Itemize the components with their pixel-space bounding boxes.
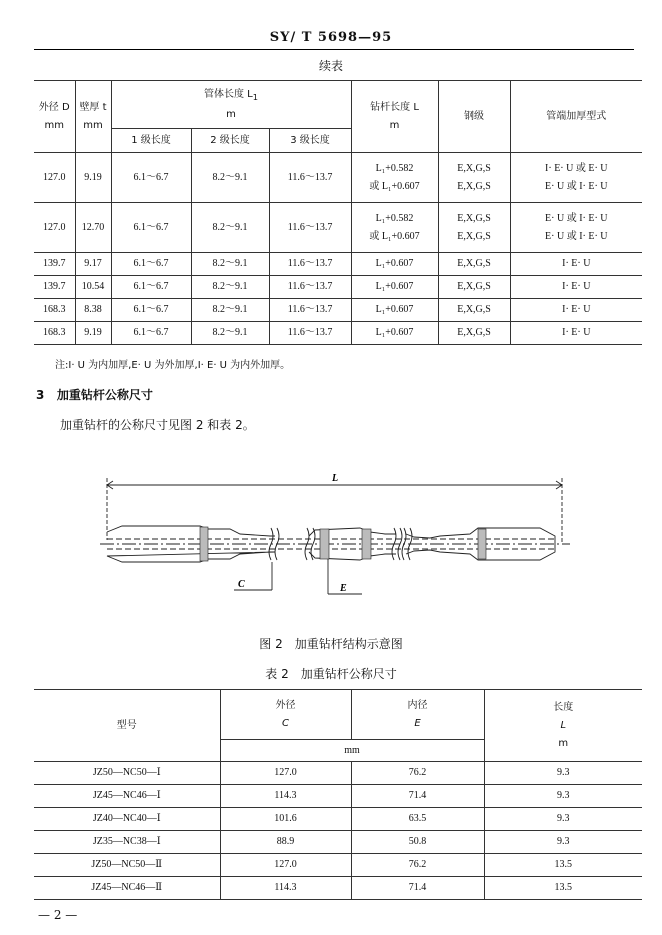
- table-row: JZ40—NC40—Ⅰ 101.6 63.5 9.3: [34, 808, 642, 831]
- table-note: 注:I· U 为内加厚,E· U 为外加厚,I· E· U 为内外加厚。: [55, 360, 291, 371]
- figure-caption: 图 2 加重钻杆结构示意图: [259, 637, 403, 651]
- table-row: JZ45—NC46—Ⅰ 114.3 71.4 9.3: [34, 785, 642, 808]
- col-outer-diameter: 外径 D mm: [34, 81, 75, 153]
- col-grade-3: 3 级长度: [269, 129, 351, 153]
- table-row: 139.7 9.17 6.1～6.7 8.2～9.1 11.6～13.7 L₁+0.607 E,X,G,S I· E· U: [34, 253, 642, 276]
- col-pipe-length: 管体长度 $L_1$ m: [111, 81, 351, 129]
- table-row: 127.0 12.70 6.1～6.7 8.2～9.1 11.6～13.7 L₁+0.582 或 L₁+0.607 E,X,G,S E,X,G,S E· U 或 I· E· U E· U 或 I· E· U: [34, 203, 642, 253]
- standard-header: SY/ T 5698—95: [269, 30, 393, 45]
- label-E: E: [340, 583, 347, 594]
- table-row: 127.0 9.19 6.1～6.7 8.2～9.1 11.6～13.7 L₁+0.582 或 L₁+0.607 E,X,G,S E,X,G,S I· E· U 或 E· U E· U 或 I· E· U: [34, 153, 642, 203]
- col-wall-thickness: 壁厚 t mm: [75, 81, 111, 153]
- table-row: 168.3 9.19 6.1～6.7 8.2～9.1 11.6～13.7 L₁+0.607 E,X,G,S I· E· U: [34, 322, 642, 345]
- col-outer-C: 外径 C: [220, 690, 351, 740]
- table-row: 168.3 8.38 6.1～6.7 8.2～9.1 11.6～13.7 L₁+0.607 E,X,G,S I· E· U: [34, 299, 642, 322]
- drill-pipe-diagram: [100, 470, 570, 605]
- continued-table: [34, 80, 642, 345]
- col-length-L: 长度 L m: [484, 690, 642, 762]
- table-row: 139.7 10.54 6.1～6.7 8.2～9.1 11.6～13.7 L₁+0.607 E,X,G,S I· E· U: [34, 276, 642, 299]
- col-grade-1: 1 级长度: [111, 129, 191, 153]
- col-steel-grade: 钢级: [438, 81, 510, 153]
- section-paragraph: 加重钻杆的公称尺寸见图 2 和表 2。: [60, 418, 255, 432]
- table-caption: 表 2 加重钻杆公称尺寸: [265, 667, 397, 681]
- label-L: L: [332, 473, 339, 484]
- unit-mm: mm: [220, 740, 484, 762]
- col-inner-E: 内径 E: [351, 690, 484, 740]
- table-row: JZ50—NC50—Ⅰ 127.0 76.2 9.3: [34, 762, 642, 785]
- col-model: 型号: [34, 690, 220, 762]
- table-row: JZ35—NC38—Ⅰ 88.9 50.8 9.3: [34, 831, 642, 854]
- col-grade-2: 2 级长度: [191, 129, 269, 153]
- col-rod-length: 钻杆长度 L m: [351, 81, 438, 153]
- table-row: JZ50—NC50—Ⅱ 127.0 76.2 13.5: [34, 854, 642, 877]
- col-upset-type: 管端加厚型式: [510, 81, 642, 153]
- table-row: JZ45—NC46—Ⅱ 114.3 71.4 13.5: [34, 877, 642, 900]
- section-heading: 3 加重钻杆公称尺寸: [36, 388, 153, 402]
- page-number: — 2 —: [38, 908, 78, 922]
- label-C: C: [238, 579, 245, 590]
- header-rule: [34, 49, 634, 50]
- nominal-size-table: [34, 689, 642, 900]
- continued-label: 续表: [318, 59, 343, 73]
